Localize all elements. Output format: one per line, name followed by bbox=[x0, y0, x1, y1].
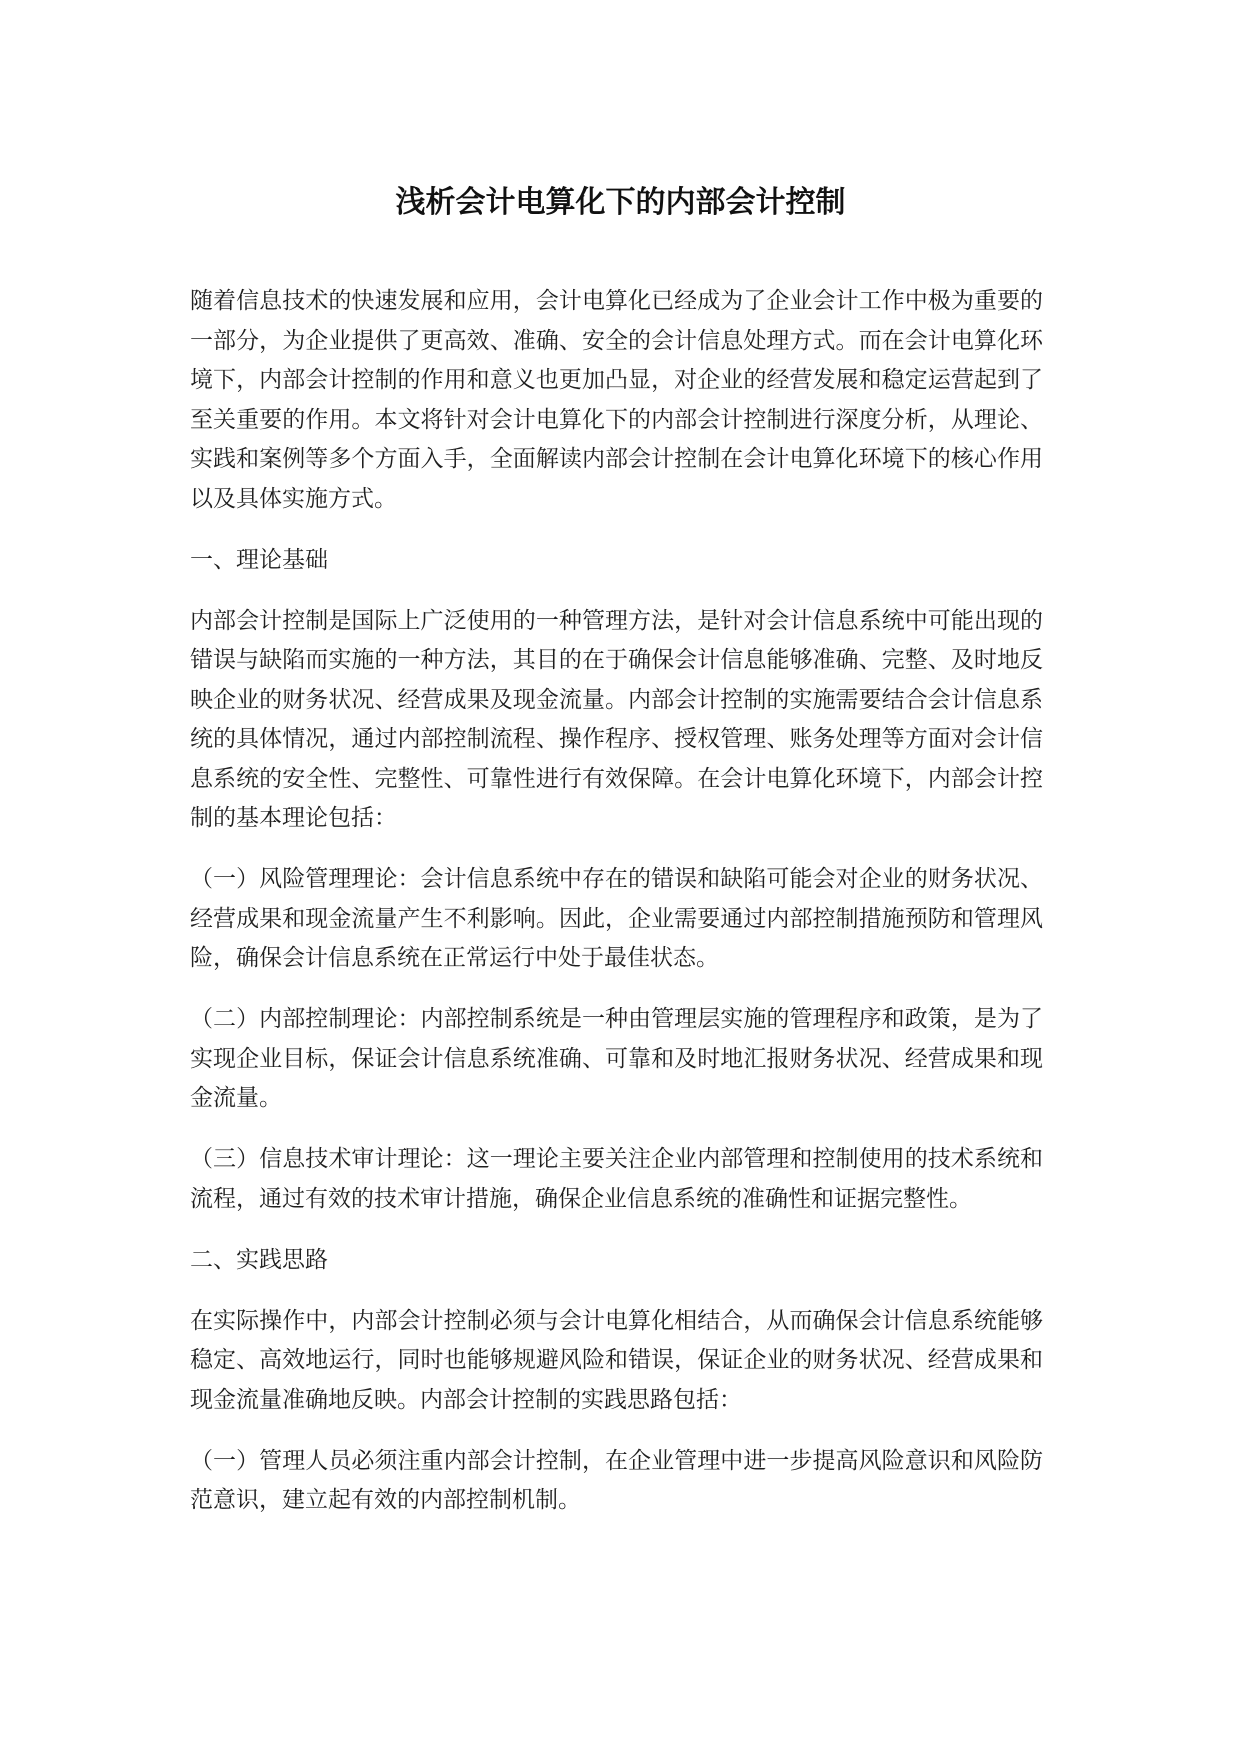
paragraph-line: 境下，内部会计控制的作用和意义也更加凸显，对企业的经营发展和稳定运营起到了 bbox=[190, 367, 1043, 393]
section-heading-text: 一、理论基础 bbox=[190, 546, 328, 573]
paragraph-line: （一）风险管理理论：会计信息系统中存在的错误和缺陷可能会对企业的财务状况、 bbox=[190, 866, 1043, 892]
paragraph-line: 内部会计控制是国际上广泛使用的一种管理方法，是针对会计信息系统中可能出现的 bbox=[190, 607, 1043, 634]
paragraph-line: 息系统的安全性、完整性、可靠性进行有效保障。在会计电算化环境下，内部会计控 bbox=[190, 765, 1043, 792]
paragraph bbox=[190, 602, 1043, 839]
paragraph-line: 现金流量准确地反映。内部会计控制的实践思路包括： bbox=[190, 1386, 742, 1413]
paragraph-line: 一部分，为企业提供了更高效、准确、安全的会计信息处理方式。而在会计电算化环 bbox=[190, 327, 1043, 354]
paragraph-line: 金流量。 bbox=[190, 1085, 282, 1111]
document-body bbox=[190, 282, 1043, 1542]
section-heading bbox=[190, 1241, 1043, 1281]
paragraph bbox=[190, 1442, 1043, 1521]
paragraph bbox=[190, 1140, 1043, 1219]
paragraph-line: （二）内部控制理论：内部控制系统是一种由管理层实施的管理程序和政策，是为了 bbox=[190, 1006, 1043, 1032]
paragraph bbox=[190, 1302, 1043, 1421]
paragraph-line: 制的基本理论包括： bbox=[190, 805, 397, 831]
paragraph-line: 实践和案例等多个方面入手，全面解读内部会计控制在会计电算化环境下的核心作用 bbox=[190, 446, 1043, 472]
paragraph-line: 范意识，建立起有效的内部控制机制。 bbox=[190, 1487, 581, 1513]
paragraph-line: 统的具体情况，通过内部控制流程、操作程序、授权管理、账务处理等方面对会计信 bbox=[190, 726, 1043, 752]
paragraph-line: 随着信息技术的快速发展和应用，会计电算化已经成为了企业会计工作中极为重要的 bbox=[190, 288, 1043, 314]
paragraph-line: （三）信息技术审计理论：这一理论主要关注企业内部管理和控制使用的技术系统和 bbox=[190, 1146, 1043, 1172]
paragraph-line: 以及具体实施方式。 bbox=[190, 485, 397, 512]
paragraph-line: 经营成果和现金流量产生不利影响。因此，企业需要通过内部控制措施预防和管理风 bbox=[190, 905, 1043, 932]
section-heading bbox=[190, 541, 1043, 581]
paragraph-line: 映企业的财务状况、经营成果及现金流量。内部会计控制的实施需要结合会计信息系 bbox=[190, 686, 1043, 713]
paragraph-line: 险，确保会计信息系统在正常运行中处于最佳状态。 bbox=[190, 945, 719, 971]
paragraph bbox=[190, 282, 1043, 519]
paragraph-line: 实现企业目标，保证会计信息系统准确、可靠和及时地汇报财务状况、经营成果和现 bbox=[190, 1045, 1043, 1072]
paragraph-line: （一）管理人员必须注重内部会计控制，在企业管理中进一步提高风险意识和风险防 bbox=[190, 1447, 1043, 1474]
document-title: 浅析会计电算化下的内部会计控制 bbox=[395, 185, 846, 220]
paragraph-line: 至关重要的作用。本文将针对会计电算化下的内部会计控制进行深度分析，从理论、 bbox=[190, 406, 1043, 433]
paragraph-line: 错误与缺陷而实施的一种方法，其目的在于确保会计信息能够准确、完整、及时地反 bbox=[190, 647, 1043, 673]
section-heading-text: 二、实践思路 bbox=[190, 1246, 328, 1273]
paragraph-line: 在实际操作中，内部会计控制必须与会计电算化相结合，从而确保会计信息系统能够 bbox=[190, 1307, 1043, 1334]
paragraph bbox=[190, 860, 1043, 979]
paragraph-line: 稳定、高效地运行，同时也能够规避风险和错误，保证企业的财务状况、经营成果和 bbox=[190, 1347, 1043, 1373]
paragraph-line: 流程，通过有效的技术审计措施，确保企业信息系统的准确性和证据完整性。 bbox=[190, 1185, 972, 1212]
paragraph bbox=[190, 1000, 1043, 1119]
